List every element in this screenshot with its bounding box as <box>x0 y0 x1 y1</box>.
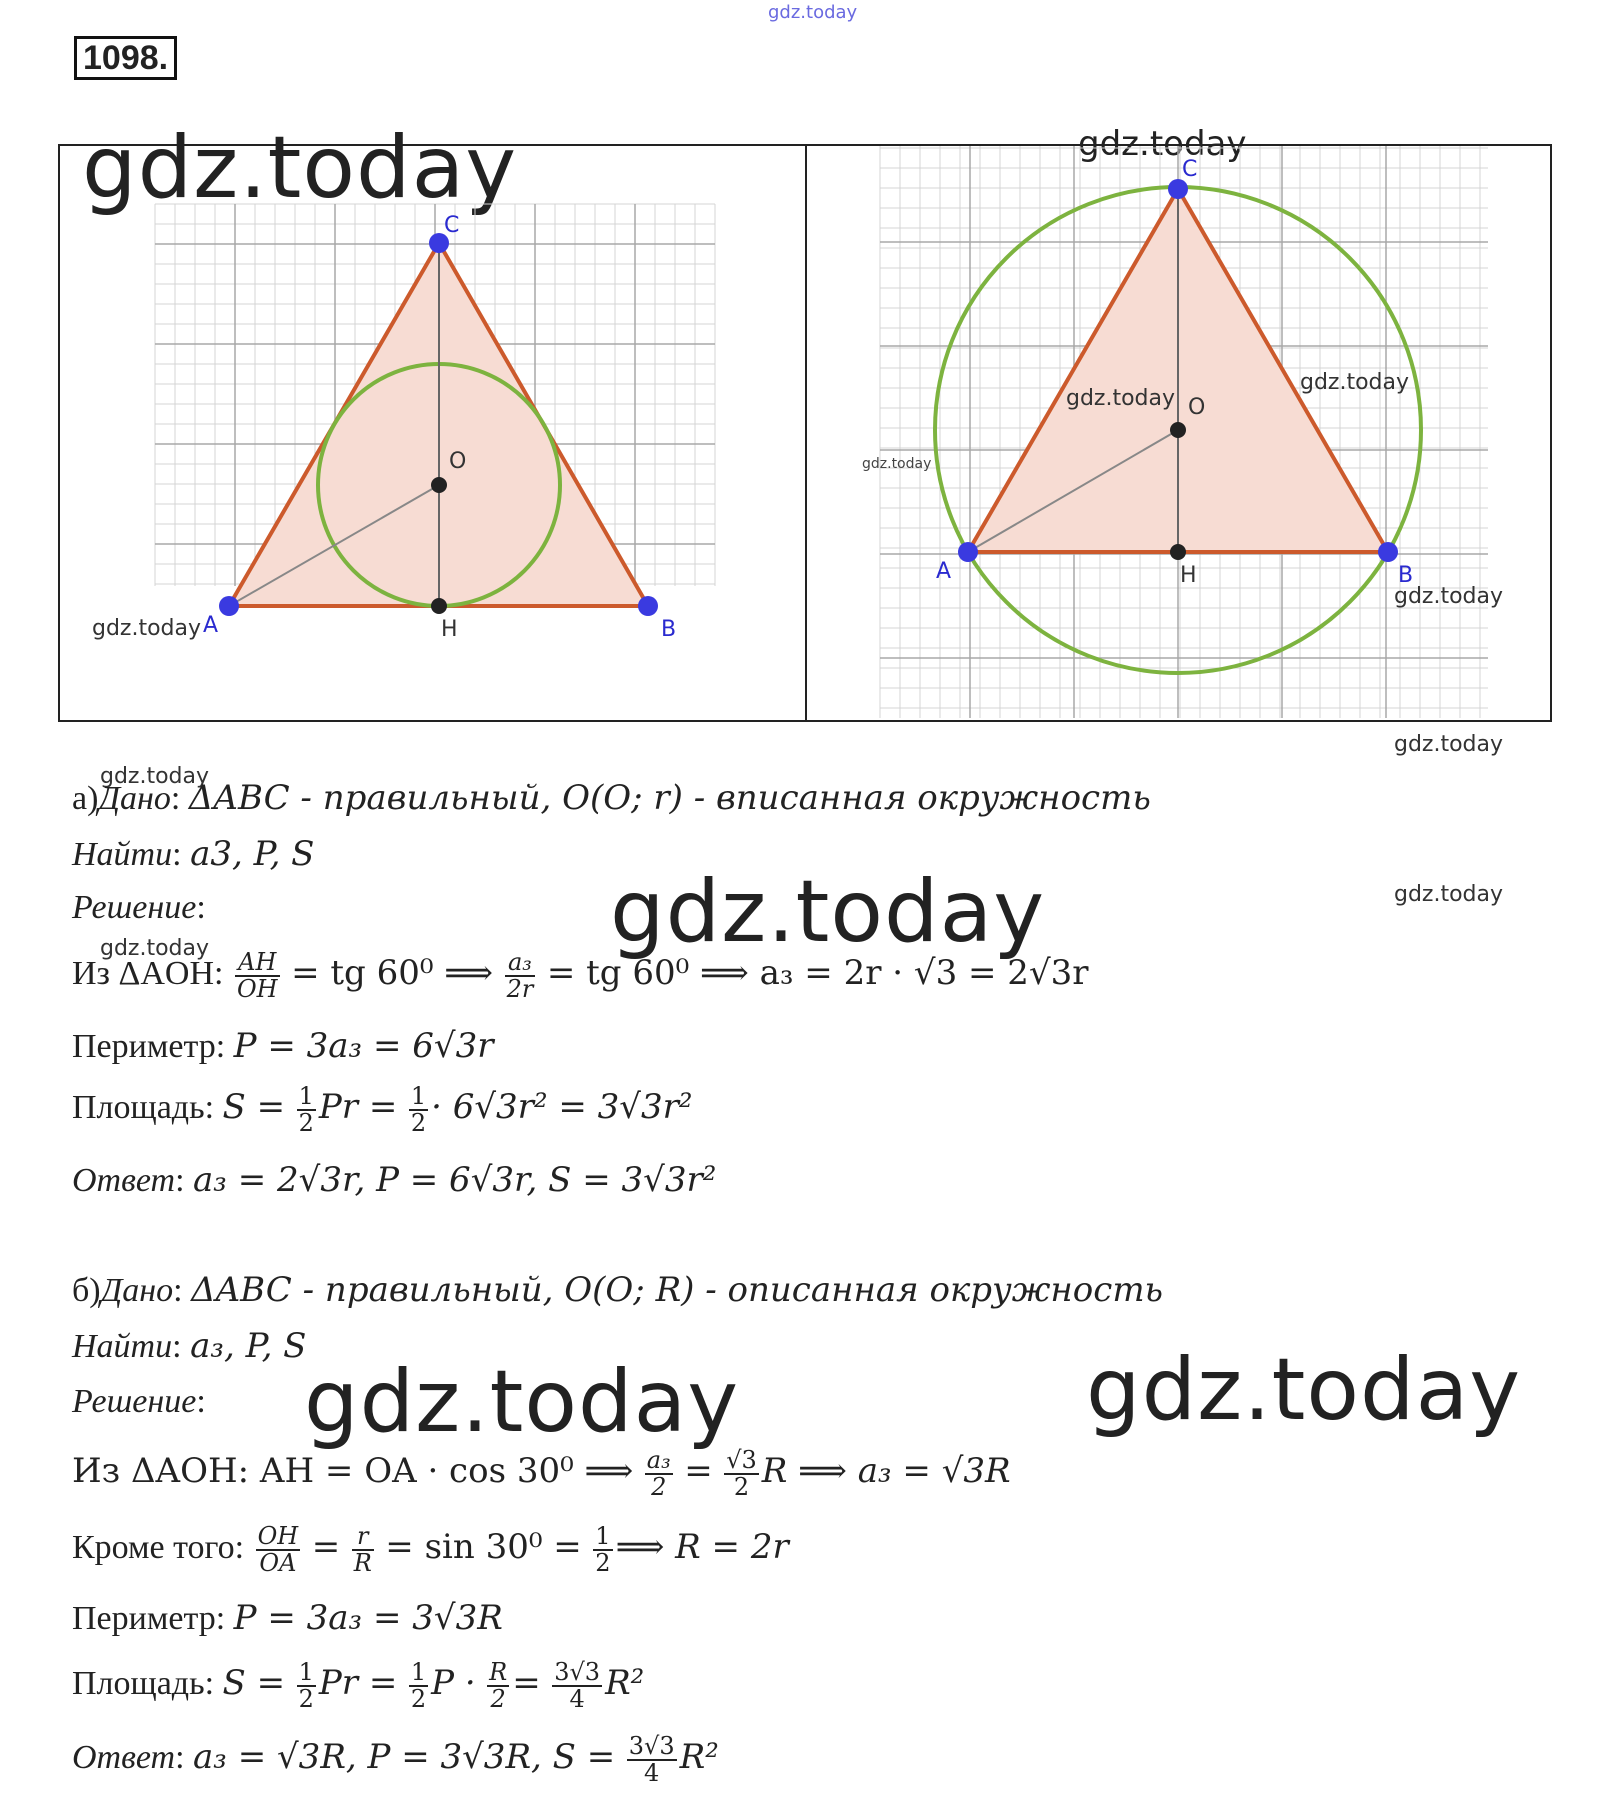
label-a: A <box>936 559 952 584</box>
label-o: O <box>1188 395 1206 420</box>
watermark-fig-a: gdz.today <box>82 118 518 218</box>
part-a-step1: Из ΔAOH: $\frac{AH}{OH}$ = tg 60⁰ ⟹ $\frac{\text{a₃}}{2r}$ = tg 60⁰ ⟹ a₃ = 2r · √3 = 2√3r <box>72 948 1089 1004</box>
figure-circumscribed-circle <box>808 146 1550 720</box>
watermark-right-2: gdz.today <box>1394 882 1504 907</box>
point-o <box>1170 422 1186 438</box>
watermark-b-big-1: gdz.today <box>304 1352 740 1452</box>
point-c <box>1168 179 1188 199</box>
point-b <box>638 596 658 616</box>
point-h <box>431 598 447 614</box>
watermark-right-1: gdz.today <box>1394 732 1504 757</box>
part-a-solution-label: Решение: <box>72 889 206 926</box>
part-a-given: а)Дано: ΔABC - правильный, O(O; r) - вписанная окружность <box>72 778 1151 818</box>
label-c: C <box>444 213 460 238</box>
part-a-perimeter: Периметр: P = 3a₃ = 6√3r <box>72 1026 494 1066</box>
watermark-a-big: gdz.today <box>610 862 1046 962</box>
part-b-answer: Ответ: a₃ = √3R, P = 3√3R, S = $\frac{3√3}{4}$ R² <box>72 1732 719 1788</box>
watermark-b-big-2: gdz.today <box>1086 1340 1522 1440</box>
watermark-top: gdz.today <box>768 2 858 23</box>
point-h <box>1170 544 1186 560</box>
label-o: O <box>449 449 467 474</box>
part-a-find: Найти: a3, P, S <box>72 834 315 874</box>
part-b-step2: Кроме того: $\frac{OH}{OA}$ = $\frac{r}{R}$ = sin 30⁰ = $\frac{1}{2}$ ⟹ R = 2r <box>72 1522 789 1578</box>
part-b-perimeter: Периметр: P = 3a₃ = 3√3R <box>72 1598 503 1638</box>
watermark-a2: gdz.today <box>100 936 210 961</box>
part-b-find: Найти: a₃, P, S <box>72 1326 307 1366</box>
part-b-area: Площадь: S = $\frac{1}{2}$ Pr = $\frac{1}{2}$ P · $\frac{R}{2}$ = $\frac{3√3}{4}$ R² <box>72 1658 645 1714</box>
watermark-fig-b-2: gdz.today <box>1300 370 1410 395</box>
watermark-a1: gdz.today <box>100 764 210 789</box>
watermark-fig-b-1: gdz.today <box>1066 386 1176 411</box>
part-b-given: б)Дано: ΔABC - правильный, O(O; R) - описанная окружность <box>72 1270 1164 1310</box>
label-h: H <box>441 617 458 642</box>
watermark-fig-b-top: gdz.today <box>1078 124 1247 164</box>
label-c: C <box>1182 157 1198 182</box>
part-a-answer: Ответ: a₃ = 2√3r, P = 6√3r, S = 3√3r² <box>72 1160 717 1200</box>
point-b <box>1378 542 1398 562</box>
part-b-step1: Из ΔAOH: AH = OA · cos 30⁰ ⟹ $\frac{\text{a₃}}{2}$ = $\frac{√3}{2}$ R ⟹ a₃ = √3R <box>72 1446 1011 1502</box>
point-a <box>958 542 978 562</box>
watermark-fig-a-small: gdz.today <box>92 616 202 641</box>
point-o <box>431 477 447 493</box>
watermark-fig-b-4: gdz.today <box>1394 584 1504 609</box>
part-a-area: Площадь: S = $\frac{1}{2}$ Pr = $\frac{1}{2}$ · 6√3r² = 3√3r² <box>72 1082 693 1138</box>
label-h: H <box>1180 563 1197 588</box>
problem-number: 1098. <box>74 36 177 80</box>
point-a <box>219 596 239 616</box>
watermark-fig-b-3: gdz.today <box>862 456 932 472</box>
part-b-solution-label: Решение: <box>72 1383 206 1420</box>
label-b: B <box>1398 563 1414 588</box>
label-b: B <box>661 617 677 642</box>
label-a: A <box>203 613 219 638</box>
figure-divider <box>805 144 807 722</box>
